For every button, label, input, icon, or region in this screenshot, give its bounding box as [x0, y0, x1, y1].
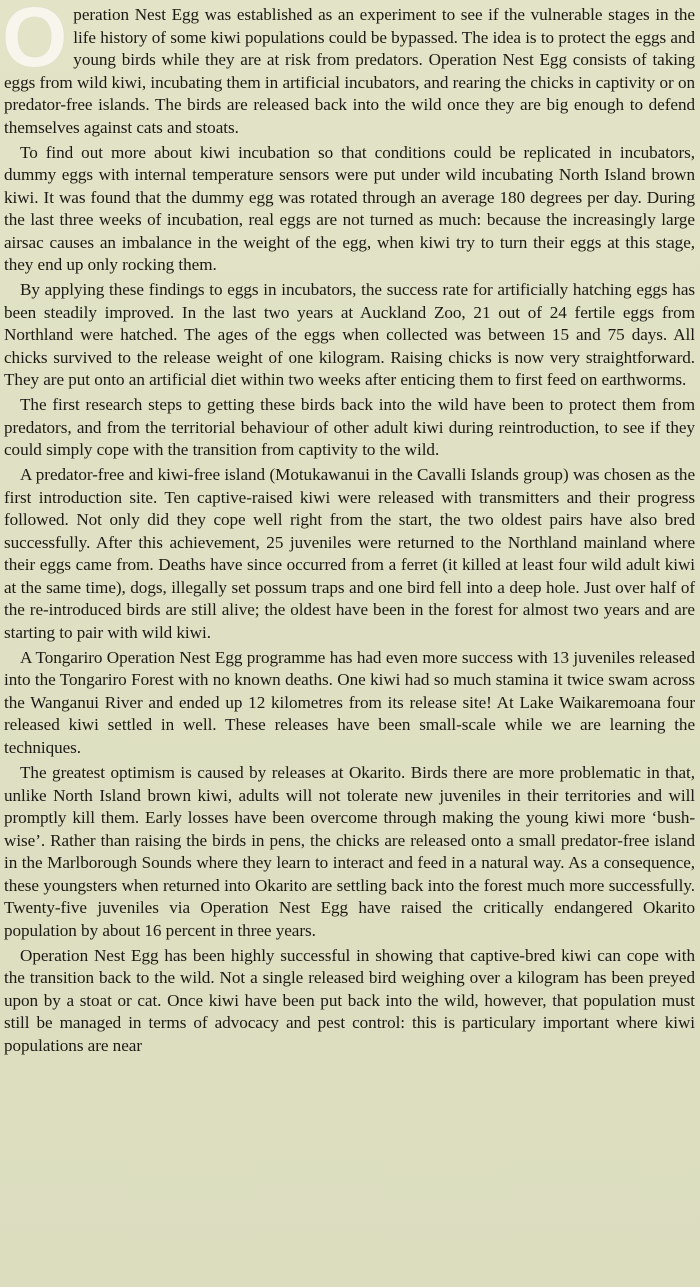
- paragraph-1-text: peration Nest Egg was established as an experiment to see if the vulnerable stages in the life history of some kiwi populations could be bypassed. The idea is to protect the eggs and young birds while they are at risk from predators. Operation Nest Egg consists of taking eggs from wild kiwi, incubating them in artificial incubators, and rearing the chicks in captivity or on predator-free islands. The birds are released back into the wild once they are big enough to defend themselves against cats and stoats.: [4, 5, 695, 137]
- drop-cap-letter: O: [2, 0, 68, 84]
- paragraph-5: A predator-free and kiwi-free island (Motukawanui in the Cavalli Islands group) was chosen as the first introduction site. Ten captive-raised kiwi were released with transmitters and their progress followed. Not only did they cope well right from the start, the two oldest pairs have also bred successfully. After this achievement, 25 juveniles were returned to the Northland mainland where their eggs came from. Deaths have since occurred from a ferret (it killed at least four wild adult kiwi at the same time), dogs, illegally set possum traps and one bird fell into a deep hole. Just over half of the re-introduced birds are still alive; the oldest have been in the forest for almost two years and are starting to pair with wild kiwi.: [4, 465, 695, 642]
- paragraph-1: [2, 0, 695, 139]
- paragraph-8: Operation Nest Egg has been highly successful in showing that captive-bred kiwi can cope with the transition back to the wild. Not a single released bird weighing over a kilogram has been preyed upon by a stoat or cat. Once kiwi have been put back into the wild, however, that population must still be managed in terms of advocacy and pest control: this is particulary important where kiwi populations are near: [4, 945, 695, 1055]
- paragraph-6: A Tongariro Operation Nest Egg programme has had even more success with 13 juveniles released into the Tongariro Forest with no known deaths. One kiwi had so much stamina it twice swam across the Wanganui River and ended up 12 kilometres from its release site! At Lake Waikaremoana four released kiwi settled in well. These releases have been small-scale while we are learning the techniques.: [4, 647, 695, 757]
- paragraph-4: The first research steps to getting these birds back into the wild have been to protect them from predators, and from the territorial behaviour of other adult kiwi during reintroduction, to see if they could simply cope with the transition from captivity to the wild.: [4, 395, 695, 460]
- paragraph-2: To find out more about kiwi incubation so that conditions could be replicated in incubators, dummy eggs with internal temperature sensors were put under wild incubating North Island brown kiwi. It was found that the dummy egg was rotated through an average 180 degrees per day. During the last three weeks of incubation, real eggs are not turned as much: because the increasingly large airsac causes an imbalance in the weight of the egg, when kiwi try to turn their eggs at this stage, they end up only rocking them.: [4, 142, 695, 275]
- paragraph-7: The greatest optimism is caused by releases at Okarito. Birds there are more problematic in that, unlike North Island brown kiwi, adults will not tolerate new juveniles in their territories and will promptly kill them. Early losses have been overcome through making the young kiwi more ‘bush-wise’. Rather than raising the birds in pens, the chicks are released onto a small predator-free island in the Marlborough Sounds where they learn to interact and feed in a natural way. As a consequence, these youngsters when returned into Okarito are settling back into the forest much more successfully. Twenty-five juveniles via Operation Nest Egg have raised the critically endangered Okarito population by about 16 percent in three years.: [4, 763, 695, 940]
- paragraph-3: By applying these findings to eggs in incubators, the success rate for artificially hatching eggs has been steadily improved. In the last two years at Auckland Zoo, 21 out of 24 fertile eggs from Northland were hatched. The ages of the eggs when collected was between 15 and 75 days. All chicks survived to the release weight of one kilogram. Raising chicks is now very straightforward. They are put onto an artificial diet within two weeks after enticing them to first feed on earthworms.: [4, 280, 695, 390]
